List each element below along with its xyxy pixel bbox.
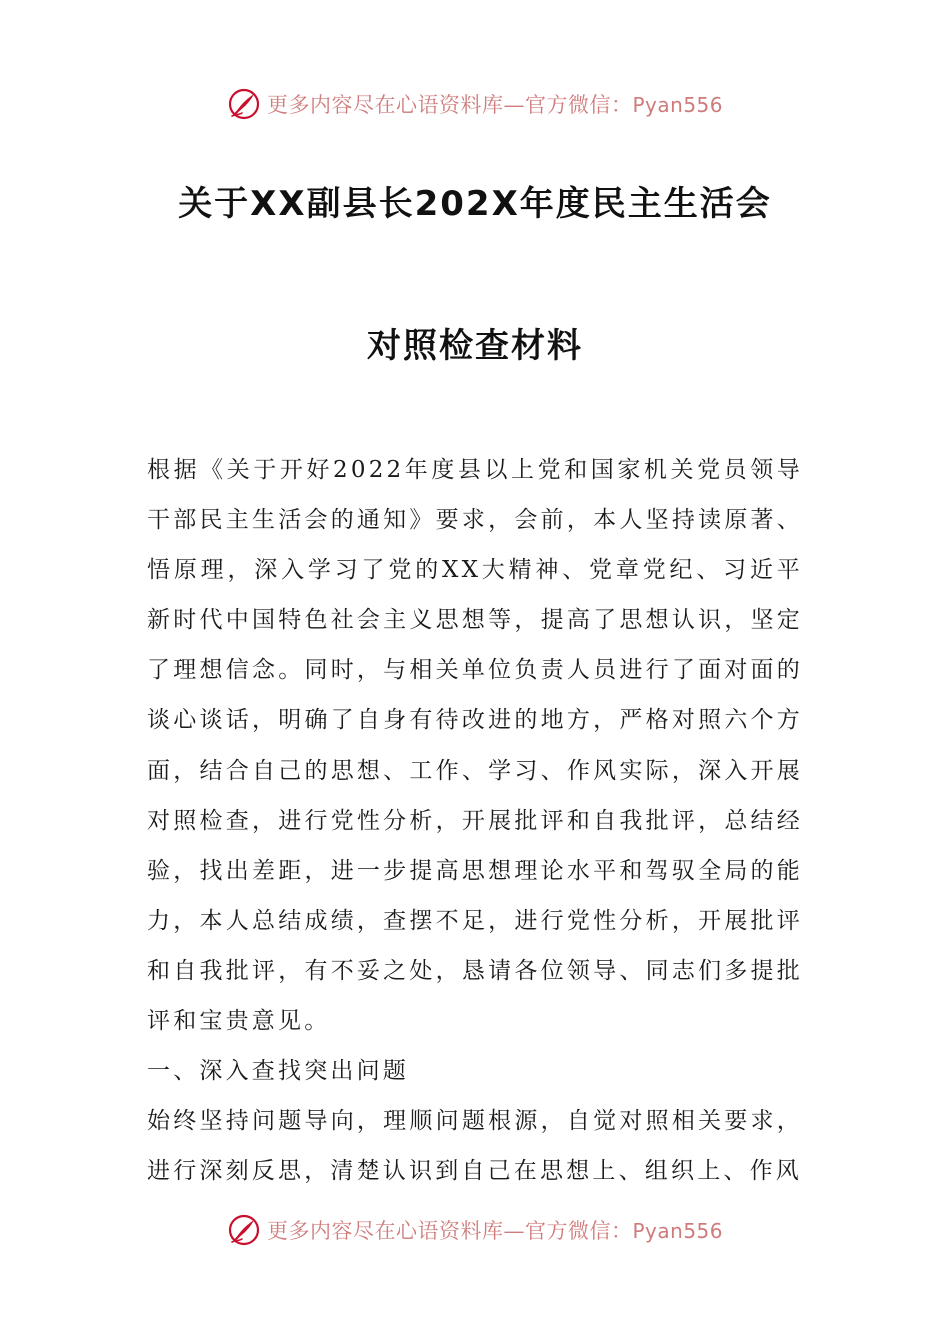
- header-wechat-id: Pyan556: [632, 93, 723, 117]
- footer-banner-text: [267, 1215, 723, 1245]
- quill-logo-icon: [227, 87, 261, 121]
- quill-logo-icon: [227, 1213, 261, 1247]
- footer-banner: [0, 1210, 950, 1250]
- document-title-line1: 关于XX副县长202X年度民主生活会: [178, 184, 772, 224]
- footer-wechat-id: Pyan556: [632, 1219, 723, 1243]
- document-body: [147, 445, 803, 1196]
- header-banner-label: 更多内容尽在心语资料库—官方微信：: [266, 93, 633, 117]
- intro-paragraph: 根据《关于开好2022年度县以上党和国家机关党员领导干部民主生活会的通知》要求，会前，本人坚持读原著、悟原理，深入学习了党的XX大精神、党章党纪、习近平新时代中国特色社会主义思想等，提高了思想认识，坚定了理想信念。同时，与相关单位负责人员进行了面对面的谈心谈话，明确了自身有待改进的地方，严格对照六个方面，结合自己的思想、工作、学习、作风实际，深入开展对照检查，进行党性分析，开展批评和自我批评，总结经验，找出差距，进一步提高思想理论水平和驾驭全局的能力，本人总结成绩，查摆不足，进行党性分析，开展批评和自我批评，有不妥之处，恳请各位领导、同志们多提批评和宝贵意见。: [147, 457, 803, 1035]
- section-heading-1: 一、深入查找突出问题: [147, 1058, 409, 1085]
- footer-banner-label: 更多内容尽在心语资料库—官方微信：: [266, 1219, 633, 1243]
- section1-paragraph: 始终坚持问题导向，理顺问题根源，自觉对照相关要求，进行深刻反思，清楚认识到自己在思想上、组织上、作风: [147, 1108, 803, 1185]
- document-title-line2: 对照检查材料: [367, 326, 583, 366]
- header-banner-text: [267, 89, 723, 119]
- header-banner: [0, 84, 950, 124]
